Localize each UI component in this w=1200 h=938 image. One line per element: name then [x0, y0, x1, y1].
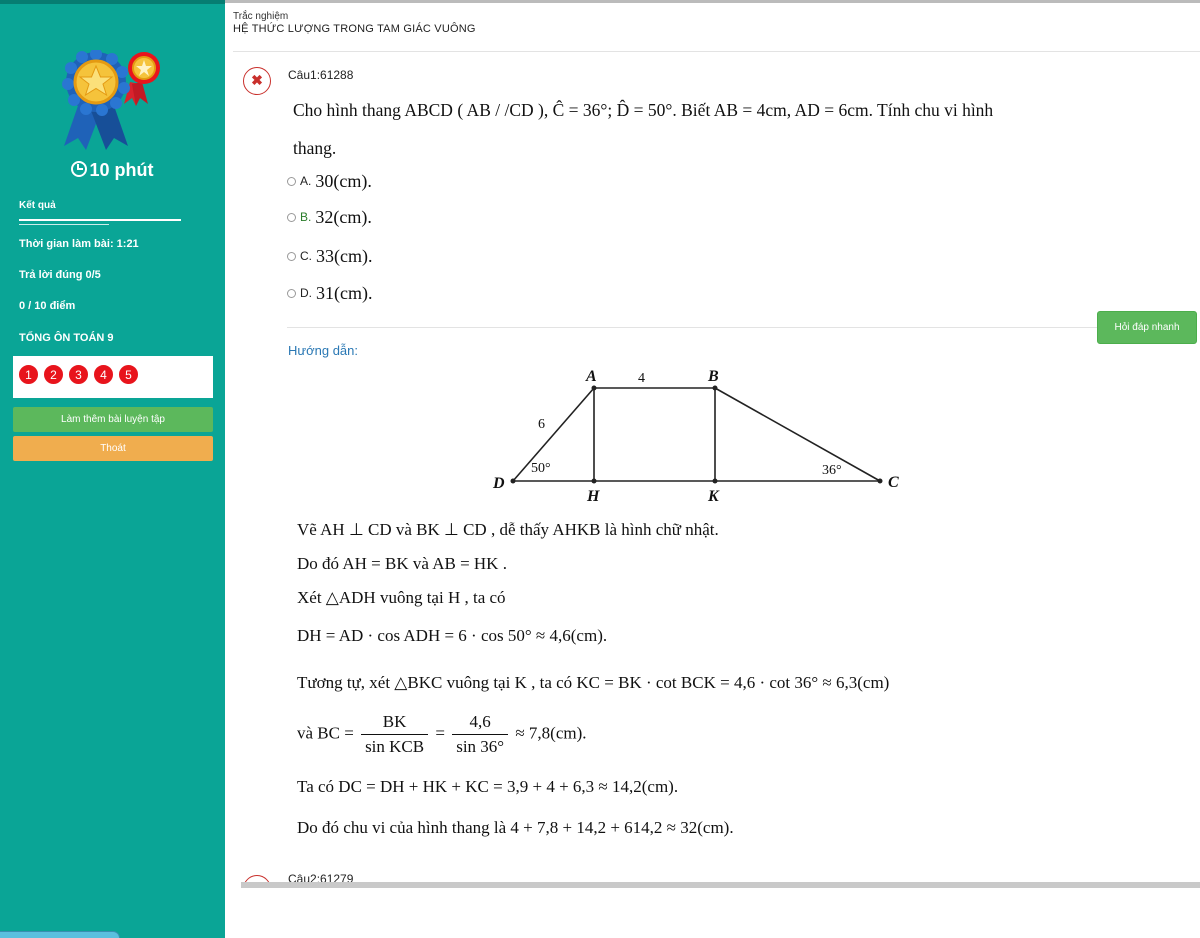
sidebar-top-strip: [0, 0, 225, 4]
solution-line-7: Ta có DC = DH + HK + KC = 3,9 + 4 + 6,3 ≈ 14,2(cm).: [297, 777, 679, 796]
radio-icon[interactable]: [287, 289, 296, 298]
solution-line-2: Do đó AH = BK và AB = HK .: [297, 554, 507, 573]
bc-result: ≈ 7,8(cm).: [515, 723, 587, 743]
clock-icon: [71, 161, 87, 177]
label-ad-length: 6: [538, 417, 545, 432]
label-a: A: [586, 368, 597, 385]
solution-line-3: Xét △ADH vuông tại H , ta có: [297, 588, 506, 607]
section-title: TỔNG ÔN TOÁN 9: [19, 332, 114, 344]
score: 0 / 10 điểm: [19, 300, 76, 312]
fraction-numerator: 4,6: [452, 712, 508, 735]
question-line-2: thang.: [293, 138, 337, 158]
option-value: 31(cm).: [316, 282, 373, 303]
correct-count: Trả lời đúng 0/5: [19, 269, 101, 281]
page-footer: [225, 888, 1200, 938]
exit-button[interactable]: Thoát: [13, 436, 213, 461]
radio-icon[interactable]: [287, 252, 296, 261]
label-ab-length: 4: [638, 371, 645, 386]
radio-icon[interactable]: [287, 213, 296, 222]
option-letter: A.: [300, 174, 312, 188]
next-question-id: Câu2:61279: [288, 872, 354, 882]
label-c: C: [888, 474, 899, 491]
trapezoid-figure: [480, 362, 900, 504]
option-letter: B.: [300, 210, 312, 224]
options-divider: [287, 327, 1195, 328]
question-dot-4[interactable]: 4: [93, 364, 114, 385]
quick-answer-button[interactable]: Hỏi đáp nhanh: [1097, 311, 1197, 344]
option-b[interactable]: [287, 206, 372, 228]
main-content: [225, 0, 1200, 938]
option-value: 32(cm).: [315, 206, 372, 227]
bc-prefix: và BC =: [297, 723, 354, 743]
option-letter: D.: [300, 286, 312, 300]
solution-line-1: Vẽ AH ⊥ CD và BK ⊥ CD , dễ thấy AHKB là hình chữ nhật.: [297, 520, 719, 539]
option-value: 33(cm).: [316, 245, 373, 266]
solution-line-6: [297, 712, 587, 757]
result-divider-short: [19, 224, 109, 225]
medal-icon: [62, 50, 166, 150]
label-k: K: [708, 488, 719, 504]
question-dot-2[interactable]: 2: [43, 364, 64, 385]
time-spent: Thời gian làm bài: 1:21: [19, 238, 139, 250]
solution-line-5: Tương tự, xét △BKC vuông tại K , ta có KC = BK · cot BCK = 4,6 · cot 36° ≈ 6,3(cm): [297, 673, 890, 692]
fraction-denominator: sin KCB: [365, 737, 425, 756]
question-id: Câu1:61288: [288, 68, 354, 82]
guide-label: Hướng dẫn:: [288, 343, 358, 358]
more-practice-button[interactable]: Làm thêm bài luyện tập: [13, 407, 213, 432]
question-dot-5[interactable]: 5: [118, 364, 139, 385]
breadcrumb[interactable]: Trắc nghiệm: [233, 11, 289, 22]
fraction-numerator: BK: [361, 712, 428, 735]
timer-value: 10 phút: [89, 160, 154, 180]
x-icon: ✖: [243, 67, 271, 95]
page-title: HỆ THỨC LƯỢNG TRONG TAM GIÁC VUÔNG: [233, 23, 476, 35]
option-a[interactable]: [287, 170, 372, 192]
equals-sign: =: [435, 723, 445, 743]
result-label: Kết quả: [19, 200, 56, 211]
option-c[interactable]: [287, 245, 372, 267]
fraction-denominator: sin 36°: [456, 737, 505, 756]
solution-line-8: Do đó chu vi của hình thang là 4 + 7,8 + 14,2 + 614,2 ≈ 32(cm).: [297, 818, 734, 837]
option-value: 30(cm).: [315, 170, 372, 191]
fraction-46: [452, 712, 508, 757]
top-bar: [225, 0, 1200, 3]
sidebar: [0, 0, 225, 938]
option-d[interactable]: [287, 282, 372, 304]
question-text: [293, 91, 1103, 167]
result-divider: [19, 219, 181, 221]
question-dot-1[interactable]: 1: [18, 364, 39, 385]
label-b: B: [708, 368, 719, 385]
question-navigator: [13, 356, 213, 398]
option-letter: C.: [300, 249, 312, 263]
label-d: D: [493, 475, 505, 492]
timer: [0, 160, 225, 181]
fraction-bk: [361, 712, 428, 757]
question-dot-3[interactable]: 3: [68, 364, 89, 385]
radio-icon[interactable]: [287, 177, 296, 186]
label-angle-d: 50°: [531, 461, 551, 476]
label-h: H: [587, 488, 600, 504]
bottom-widget[interactable]: [0, 931, 120, 938]
label-angle-c: 36°: [822, 463, 842, 478]
header-divider: [233, 51, 1200, 52]
question-line-1: Cho hình thang ABCD ( AB / /CD ), Ĉ = 36°; D̂ = 50°. Biết AB = 4cm, AD = 6cm. Tính chu vi hình: [293, 100, 994, 120]
solution-line-4: DH = AD · cos ADH = 6 · cos 50° ≈ 4,6(cm).: [297, 626, 608, 645]
